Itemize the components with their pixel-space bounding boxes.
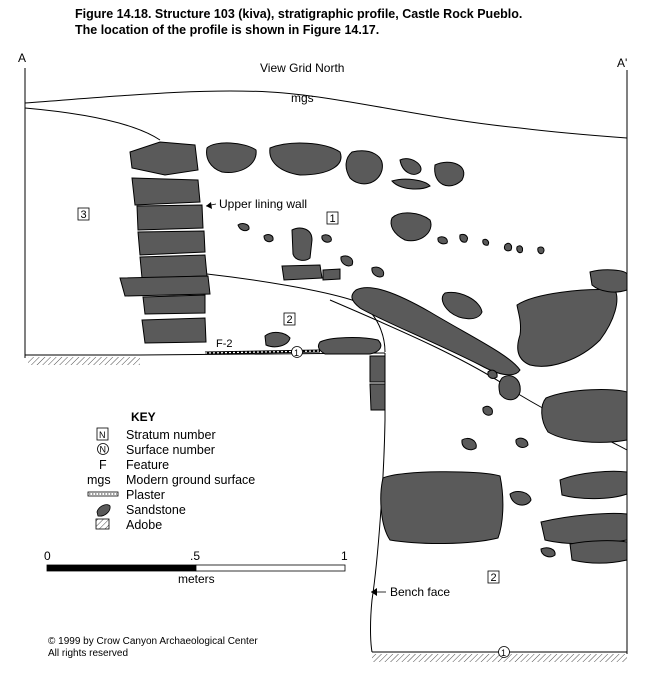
modern-ground-surface-line xyxy=(25,91,627,138)
surface-marker xyxy=(292,347,303,359)
adobe-hatching xyxy=(28,357,627,662)
sandstone-block xyxy=(517,290,617,367)
sandstone-block xyxy=(483,239,489,245)
profile-end-left: A xyxy=(18,51,27,65)
sandstone-block xyxy=(570,541,627,563)
sandstone-block xyxy=(381,472,503,544)
legend-symbol: N xyxy=(99,430,106,440)
surface-number: 1 xyxy=(501,648,507,658)
scale-bar xyxy=(44,549,348,586)
sandstone-block xyxy=(142,318,206,343)
legend-label: Sandstone xyxy=(126,503,186,517)
sandstone-block xyxy=(538,247,544,254)
stratum-number: 2 xyxy=(286,314,293,326)
sandstone-block xyxy=(370,356,385,382)
upper-lining-wall-annotation xyxy=(206,197,307,211)
sandstone-block xyxy=(282,265,322,280)
legend-label: Surface number xyxy=(126,443,215,457)
sandstone-block xyxy=(207,143,257,173)
legend-item-sandstone xyxy=(97,503,186,517)
sandstone-block xyxy=(370,384,385,410)
sandstone-block xyxy=(264,235,273,242)
legend-label: Feature xyxy=(126,458,170,472)
caption-line-1: Figure 14.18. Structure 103 (kiva), stratigraphic profile, Castle Rock Pueblo. xyxy=(75,7,523,21)
sandstone-block xyxy=(138,231,205,255)
sandstone-block xyxy=(132,178,200,205)
bench-face-line xyxy=(371,420,386,652)
scale-tick-label: 0 xyxy=(44,549,51,563)
stratum-marker xyxy=(488,571,499,584)
legend-label: Stratum number xyxy=(126,428,216,442)
feature-label: F-2 xyxy=(216,338,233,350)
sandstone-block xyxy=(346,151,382,184)
legend-label: Adobe xyxy=(126,518,163,532)
adobe-swatch xyxy=(96,519,109,529)
sandstone-block xyxy=(499,376,520,400)
stratum-number: 2 xyxy=(490,572,497,584)
sandstone-block xyxy=(560,471,627,498)
adobe-band-left xyxy=(28,357,140,365)
sandstone-block xyxy=(323,269,340,280)
upper-lining-wall-label: Upper lining wall xyxy=(219,197,308,211)
sandstone-block xyxy=(270,143,341,175)
sandstone-block xyxy=(391,213,431,241)
sandstone-block xyxy=(137,205,203,230)
legend-symbol: N xyxy=(99,444,106,455)
sandstone-block xyxy=(140,255,207,278)
sandstone-block xyxy=(517,246,523,253)
sandstone-block xyxy=(392,179,430,189)
sandstone-block xyxy=(372,267,384,277)
sandstone-block xyxy=(435,162,464,186)
scale-tick-label: 1 xyxy=(341,549,348,563)
scale-segment-open xyxy=(196,565,345,571)
legend-label: Modern ground surface xyxy=(126,473,256,487)
scale-tick-label: .5 xyxy=(190,549,201,563)
sandstone-block xyxy=(541,548,555,557)
stratum-3-boundary xyxy=(25,108,160,140)
sandstone-block xyxy=(238,224,249,231)
sandstone-block xyxy=(438,237,447,244)
legend-item-feature xyxy=(99,458,169,472)
sandstone-blocks xyxy=(120,142,627,563)
sandstone-swatch xyxy=(97,505,110,516)
bench-face-label: Bench face xyxy=(390,585,451,599)
sandstone-block xyxy=(460,234,468,242)
surface-marker xyxy=(499,647,510,659)
copyright-notice xyxy=(48,636,258,660)
legend-item-surface xyxy=(98,443,215,457)
legend-item-stratum xyxy=(97,428,216,442)
sandstone-block xyxy=(130,142,198,175)
bench-face-annotation xyxy=(371,585,450,599)
sandstone-block xyxy=(590,270,627,292)
legend-label: Plaster xyxy=(126,488,165,502)
sandstone-block xyxy=(322,235,331,242)
sandstone-block xyxy=(510,492,531,506)
legend-item-plaster xyxy=(88,488,165,502)
modern-ground-surface-label: mgs xyxy=(291,91,314,105)
scale-segment-filled xyxy=(47,565,196,571)
surface-number: 1 xyxy=(294,348,300,358)
sandstone-block xyxy=(120,276,210,296)
stratum-marker xyxy=(284,313,295,326)
sandstone-block xyxy=(516,438,528,447)
stratum-marker xyxy=(327,212,338,225)
sandstone-block xyxy=(462,438,476,449)
stratum-marker xyxy=(78,208,89,221)
sandstone-block xyxy=(442,292,482,318)
sandstone-block xyxy=(488,370,497,378)
sandstone-block xyxy=(318,338,380,354)
sandstone-block xyxy=(400,159,421,175)
stratum-number: 3 xyxy=(80,209,87,221)
legend xyxy=(87,410,255,532)
legend-title: KEY xyxy=(131,410,156,424)
sandstone-block xyxy=(504,243,511,250)
caption-line-2: The location of the profile is shown in Figure 14.17. xyxy=(75,23,380,37)
sandstone-block xyxy=(292,228,312,260)
scale-unit-label: meters xyxy=(178,572,215,586)
legend-item-adobe xyxy=(96,518,162,532)
sandstone-block xyxy=(265,332,290,346)
profile-end-right: A' xyxy=(617,56,628,70)
sandstone-block xyxy=(483,406,493,415)
sandstone-block xyxy=(541,513,627,543)
sandstone-block xyxy=(341,256,353,266)
sandstone-block xyxy=(542,390,627,443)
sandstone-block xyxy=(143,295,205,314)
copyright-line-1: © 1999 by Crow Canyon Archaeological Center xyxy=(48,636,258,647)
copyright-line-2: All rights reserved xyxy=(48,648,129,659)
legend-item-mgs xyxy=(87,473,255,487)
view-direction-label: View Grid North xyxy=(260,61,345,75)
stratum-number: 1 xyxy=(329,213,336,225)
legend-symbol: mgs xyxy=(87,473,111,487)
legend-symbol: F xyxy=(99,458,107,472)
